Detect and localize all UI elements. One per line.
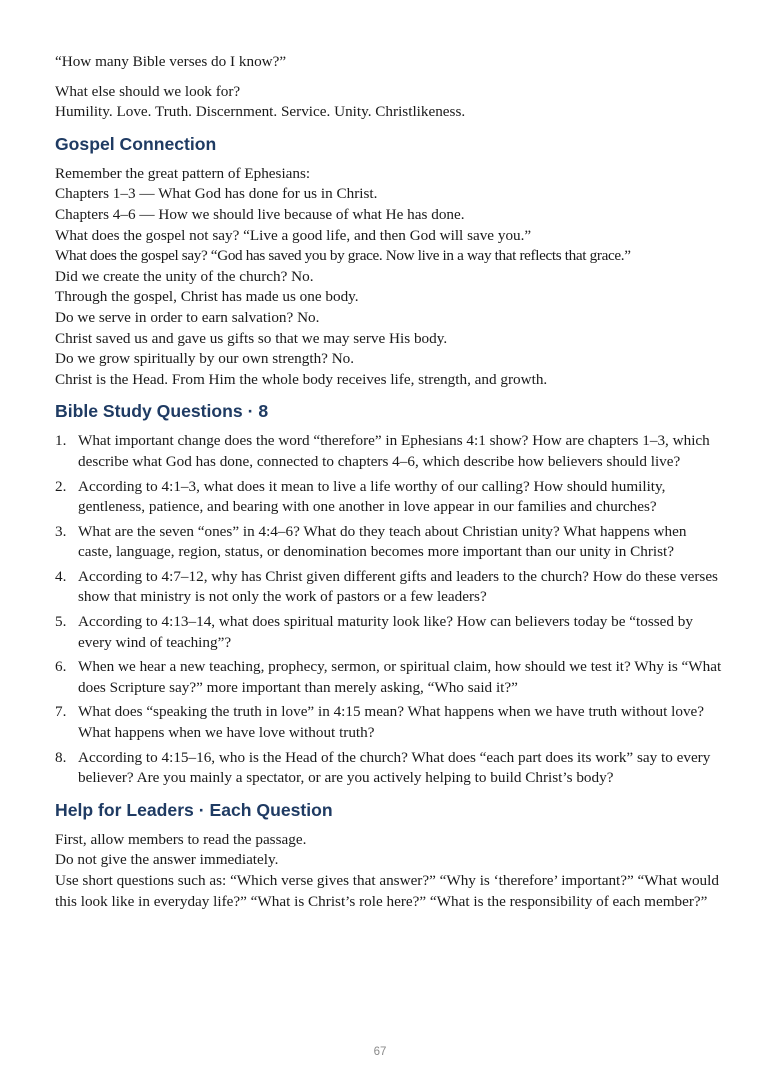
gospel-line: Through the gospel, Christ has made us one body.: [55, 288, 359, 306]
gospel-line: Remember the great pattern of Ephesians:: [55, 164, 311, 182]
question-text: What important change does the word “therefore” in Ephesians 4:1 show? How are chapters 1–3, which describe what God has done, connected to chapters 4–6, which describe how believers should live?: [78, 432, 710, 470]
gospel-line: Do we serve in order to earn salvation? No.: [55, 308, 320, 326]
intro-line-1: “How many Bible verses do I know?”: [55, 53, 287, 70]
leaders-line: Use short questions such as: “Which verse gives that answer?” “Why is ‘therefore’ important?” “What would this look like in everyday life?” “What is Christ’s role here?” “What is the responsibility of each member?”: [55, 872, 719, 910]
leaders-body: [55, 830, 723, 912]
gospel-line: What does the gospel say? “God has saved you by grace. Now live in a way that reflects that grace.”: [55, 247, 631, 265]
page-number: 67: [373, 1046, 387, 1058]
question-number: 6.: [55, 658, 67, 676]
study-heading: Bible Study Questions · 8: [55, 401, 269, 422]
question-number: 1.: [55, 432, 67, 450]
question-text: According to 4:13–14, what does spiritual maturity look like? How can believers today be “tossed by every wind of teaching”?: [78, 613, 693, 651]
question-text: When we hear a new teaching, prophecy, sermon, or spiritual claim, how should we test it? Why is “What does Scripture say?” more important than merely asking, “Who said it?”: [78, 658, 722, 696]
gospel-line: Christ saved us and gave us gifts so that we may serve His body.: [55, 329, 448, 347]
list-item: [55, 567, 723, 608]
list-item: [55, 702, 723, 743]
question-number: 4.: [55, 567, 67, 585]
leaders-line: First, allow members to read the passage.: [55, 830, 307, 848]
question-number: 3.: [55, 522, 67, 540]
intro-line-3: Humility. Love. Truth. Discernment. Service. Unity. Christlikeness.: [55, 103, 466, 121]
list-item: [55, 748, 723, 789]
gospel-heading: Gospel Connection: [55, 133, 217, 154]
question-text: According to 4:15–16, who is the Head of the church? What does “each part does its work” say to every believer? Are you mainly a spectator, or are you actively helping to build Christ’s body?: [78, 748, 711, 787]
leaders-line: Do not give the answer immediately.: [55, 851, 279, 869]
list-item: [55, 657, 723, 698]
gospel-body: [55, 164, 723, 391]
question-number: 5.: [55, 613, 67, 631]
question-text: What does “speaking the truth in love” in 4:15 mean? What happens when we have truth without love? What happens when we have love without truth?: [78, 703, 705, 742]
gospel-line: Christ is the Head. From Him the whole body receives life, strength, and growth.: [55, 370, 548, 388]
list-item: [55, 477, 723, 518]
intro-line-2: What else should we look for?: [55, 82, 241, 100]
gospel-line: Chapters 1–3 — What God has done for us in Christ.: [55, 185, 378, 203]
list-item: [55, 522, 723, 563]
leaders-heading: Help for Leaders · Each Question: [55, 799, 333, 820]
list-item: [55, 612, 723, 653]
question-number: 7.: [55, 703, 67, 721]
list-item: [55, 431, 723, 472]
question-number: 2.: [55, 477, 67, 495]
question-text: According to 4:7–12, why has Christ given different gifts and leaders to the church? How do these verses show that ministry is not only the work of pastors or a few leaders?: [78, 567, 718, 606]
gospel-line: What does the gospel not say? “Live a good life, and then God will save you.”: [55, 226, 532, 244]
gospel-line: Do we grow spiritually by our own strength? No.: [55, 350, 355, 368]
page-content: [55, 52, 723, 912]
question-number: 8.: [55, 748, 67, 766]
question-text: What are the seven “ones” in 4:4–6? What do they teach about Christian unity? What happens when caste, language, region, status, or denomination becomes more important than our unity in Christ?: [78, 522, 687, 561]
question-list: [55, 431, 723, 789]
question-text: According to 4:1–3, what does it mean to live a life worthy of our calling? How should humility, gentleness, patience, and bearing with one another in love appear in our families and churches?: [78, 477, 666, 516]
gospel-line: Chapters 4–6 — How we should live because of what He has done.: [55, 205, 465, 223]
gospel-line: Did we create the unity of the church? No.: [55, 267, 314, 285]
